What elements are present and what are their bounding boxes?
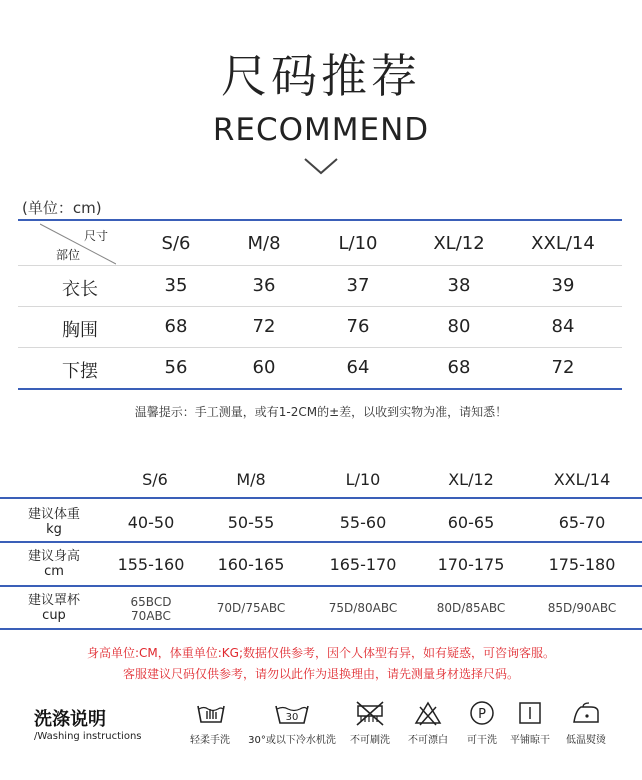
- cup-label-unit: cup: [42, 608, 66, 623]
- chevron-down-icon: [303, 156, 339, 176]
- wash-label: 平铺晾干: [510, 735, 550, 746]
- weight-cell: 40-50: [127, 513, 175, 532]
- row-divider: [0, 541, 642, 543]
- row-divider: [0, 585, 642, 587]
- table-cell: 37: [346, 275, 370, 296]
- size-header: S/6: [142, 470, 168, 489]
- size-header: XL/12: [448, 470, 494, 489]
- size-header: M/8: [247, 233, 281, 254]
- row-label-length: 衣长: [62, 279, 98, 300]
- size-header: XXL/14: [553, 470, 611, 489]
- row-divider: [18, 306, 622, 307]
- washing-title: 洗涤说明: [34, 709, 106, 730]
- size-header: S/6: [161, 233, 191, 254]
- wash-label: 低温熨烫: [566, 735, 606, 746]
- table-bottom-border: [0, 628, 642, 630]
- row-label-chest: 胸围: [62, 320, 98, 341]
- height-cell: 165-170: [329, 555, 397, 574]
- cup-cell: 80D/85ABC: [436, 601, 506, 615]
- unit-label: (单位：cm): [22, 199, 102, 217]
- weight-label: [22, 507, 86, 537]
- cup-label: [22, 593, 86, 623]
- table-cell: 39: [551, 275, 575, 296]
- size-header: XL/12: [433, 233, 485, 254]
- height-cell: 175-180: [548, 555, 616, 574]
- table-cell: 72: [551, 357, 575, 378]
- table-cell: 60: [252, 357, 276, 378]
- table-cell: 68: [164, 316, 188, 337]
- note-disclaimer: 客服建议尺码仅供参考，请勿以此作为退换理由，请先测量身材选择尺码。: [122, 667, 519, 681]
- wash-label: 可干洗: [467, 735, 497, 746]
- table-cell: 38: [447, 275, 471, 296]
- cup-cell-line: 65BCD: [130, 595, 172, 609]
- dry-clean-letter: P: [478, 707, 486, 722]
- table-top-border: [0, 497, 642, 499]
- weight-cell: 55-60: [339, 513, 387, 532]
- measurement-tip: 温馨提示：手工测量，或有1-2CM的±差，以收到实物为准，请知悉！: [134, 405, 508, 419]
- cup-cell: 85D/90ABC: [547, 601, 617, 615]
- weight-cell: 60-65: [447, 513, 495, 532]
- table-cell: 35: [164, 275, 188, 296]
- machine-wash-30-icon: [274, 700, 310, 726]
- row-label-hem: 下摆: [62, 361, 98, 382]
- wash-label: 不可漂白: [408, 735, 448, 746]
- table-cell: 84: [551, 316, 575, 337]
- low-iron-icon: [571, 700, 601, 726]
- cup-cell-line: 70ABC: [131, 609, 171, 623]
- wash-temp: 30: [285, 712, 299, 723]
- wash-label: 轻柔手洗: [190, 735, 230, 746]
- cup-label-cn: 建议罩杯: [27, 593, 80, 608]
- washing-subtitle: /Washing instructions: [34, 731, 142, 742]
- height-cell: 155-160: [117, 555, 185, 574]
- height-label-unit: cm: [44, 564, 64, 579]
- page-subtitle: RECOMMEND: [212, 112, 430, 148]
- weight-label-cn: 建议体重: [27, 507, 80, 522]
- no-brush-icon: [355, 700, 385, 726]
- wash-label: 30°或以下冷水机洗: [248, 735, 336, 746]
- weight-cell: 50-55: [227, 513, 275, 532]
- size-header: L/10: [345, 470, 381, 489]
- wash-label: 不可刷洗: [350, 735, 390, 746]
- table-cell: 56: [164, 357, 188, 378]
- dry-clean-p-icon: [469, 700, 495, 726]
- size-header: M/8: [236, 470, 266, 489]
- page-title: 尺码推荐: [221, 49, 421, 103]
- table-cell: 72: [252, 316, 276, 337]
- size-header: L/10: [338, 233, 378, 254]
- table-cell: 64: [346, 357, 370, 378]
- corner-part-label: 部位: [56, 248, 81, 262]
- height-label: [22, 549, 86, 579]
- weight-label-unit: kg: [46, 522, 62, 537]
- flat-dry-icon: [517, 700, 543, 726]
- cup-cell: 75D/80ABC: [328, 601, 398, 615]
- table-cell: 76: [346, 316, 370, 337]
- height-label-cn: 建议身高: [27, 549, 80, 564]
- row-divider: [18, 347, 622, 348]
- weight-cell: 65-70: [558, 513, 606, 532]
- no-bleach-icon: [414, 700, 442, 726]
- note-units: 身高单位:CM，体重单位:KG;数据仅供参考，因个人体型有异，如有疑惑，可咨询客服。: [86, 646, 556, 660]
- height-cell: 160-165: [217, 555, 285, 574]
- height-cell: 170-175: [437, 555, 505, 574]
- table-cell: 68: [447, 357, 471, 378]
- corner-size-label: 尺寸: [84, 229, 109, 243]
- cup-cell: 70D/75ABC: [216, 601, 286, 615]
- table-bottom-border: [18, 388, 622, 390]
- table-top-border: [18, 219, 622, 221]
- cup-cell: [96, 595, 206, 623]
- hand-wash-icon: [196, 700, 226, 726]
- table-cell: 36: [252, 275, 276, 296]
- size-header: XXL/14: [531, 233, 595, 254]
- table-cell: 80: [447, 316, 471, 337]
